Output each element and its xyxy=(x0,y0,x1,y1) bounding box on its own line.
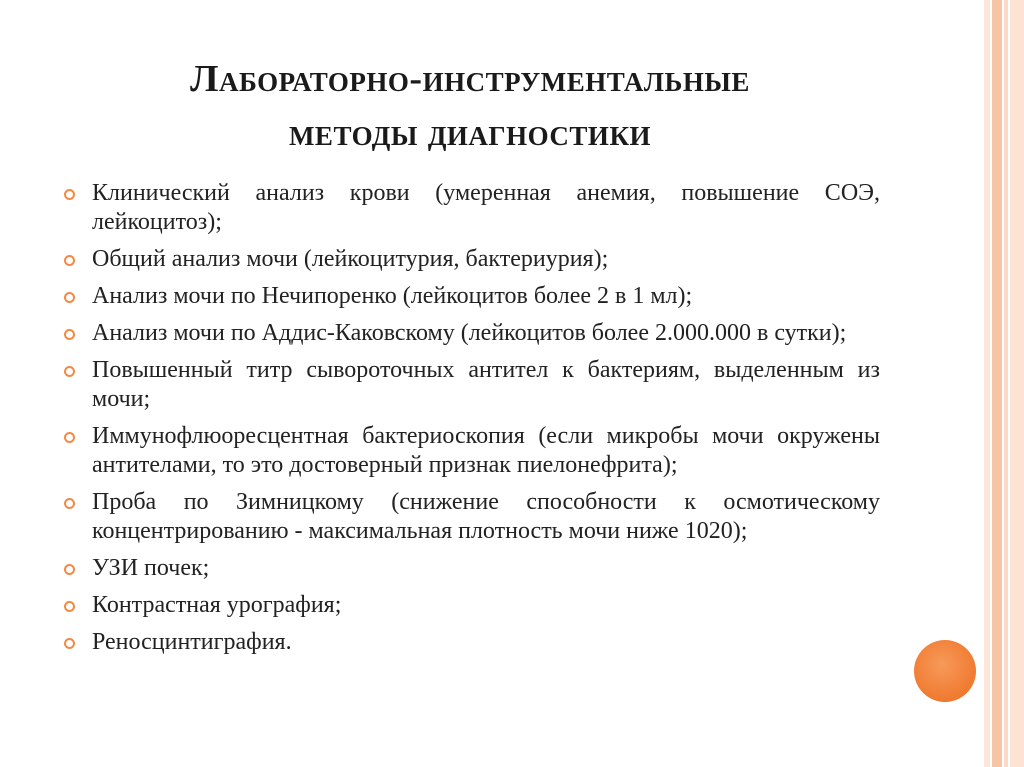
list-item xyxy=(62,488,880,546)
bullet-ring-icon xyxy=(64,189,75,200)
stripe xyxy=(1010,0,1024,767)
decorative-stripes xyxy=(984,0,1024,767)
bullet-ring-icon xyxy=(64,498,75,509)
bullet-ring-icon xyxy=(64,329,75,340)
list-item xyxy=(62,591,880,620)
list-item-text: Клинический анализ крови (умеренная анемия, повышение СОЭ, лейкоцитоз); xyxy=(92,180,880,235)
list-item xyxy=(62,356,880,414)
list-item-text: Анализ мочи по Нечипоренко (лейкоцитов более 2 в 1 мл); xyxy=(92,283,693,309)
list-item xyxy=(62,422,880,480)
list-item xyxy=(62,628,880,657)
title-line-2: методы диагностики xyxy=(288,112,652,154)
bullet-ring-icon xyxy=(64,601,75,612)
list-item-text: Повышенный титр сывороточных антител к бактериям, выделенным из мочи; xyxy=(92,357,880,412)
bullet-ring-icon xyxy=(64,432,75,443)
list-item-text: УЗИ почек; xyxy=(92,555,210,581)
list-item xyxy=(62,282,880,311)
list-item-text: Иммунофлюоресцентная бактериоскопия (если микробы мочи окружены антителами, то это достоверный признак пиелонефрита); xyxy=(92,423,880,478)
list-item-text: Проба по Зимницкому (снижение способности к осмотическому концентрированию - максимальная плотность мочи ниже 1020); xyxy=(92,489,880,544)
bullet-ring-icon xyxy=(64,255,75,266)
list-item-text: Общий анализ мочи (лейкоцитурия, бактериурия); xyxy=(92,246,609,272)
slide-title xyxy=(60,52,880,160)
stripe xyxy=(984,0,990,767)
list-item xyxy=(62,319,880,348)
bullet-ring-icon xyxy=(64,366,75,377)
stripe xyxy=(1004,0,1008,767)
bullet-ring-icon xyxy=(64,292,75,303)
list-item-text: Реносцинтиграфия. xyxy=(92,629,292,655)
bullet-ring-icon xyxy=(64,638,75,649)
bullet-ring-icon xyxy=(64,564,75,575)
title-line-1: Лабораторно-инструментальные xyxy=(190,58,750,100)
decorative-orange-circle xyxy=(914,640,976,702)
stripe xyxy=(992,0,1002,767)
list-item xyxy=(62,179,880,237)
list-item-text: Анализ мочи по Аддис-Каковскому (лейкоцитов более 2.000.000 в сутки); xyxy=(92,320,847,346)
list-item xyxy=(62,554,880,583)
bullet-list xyxy=(62,179,880,665)
list-item-text: Контрастная урография; xyxy=(92,592,342,618)
list-item xyxy=(62,245,880,274)
